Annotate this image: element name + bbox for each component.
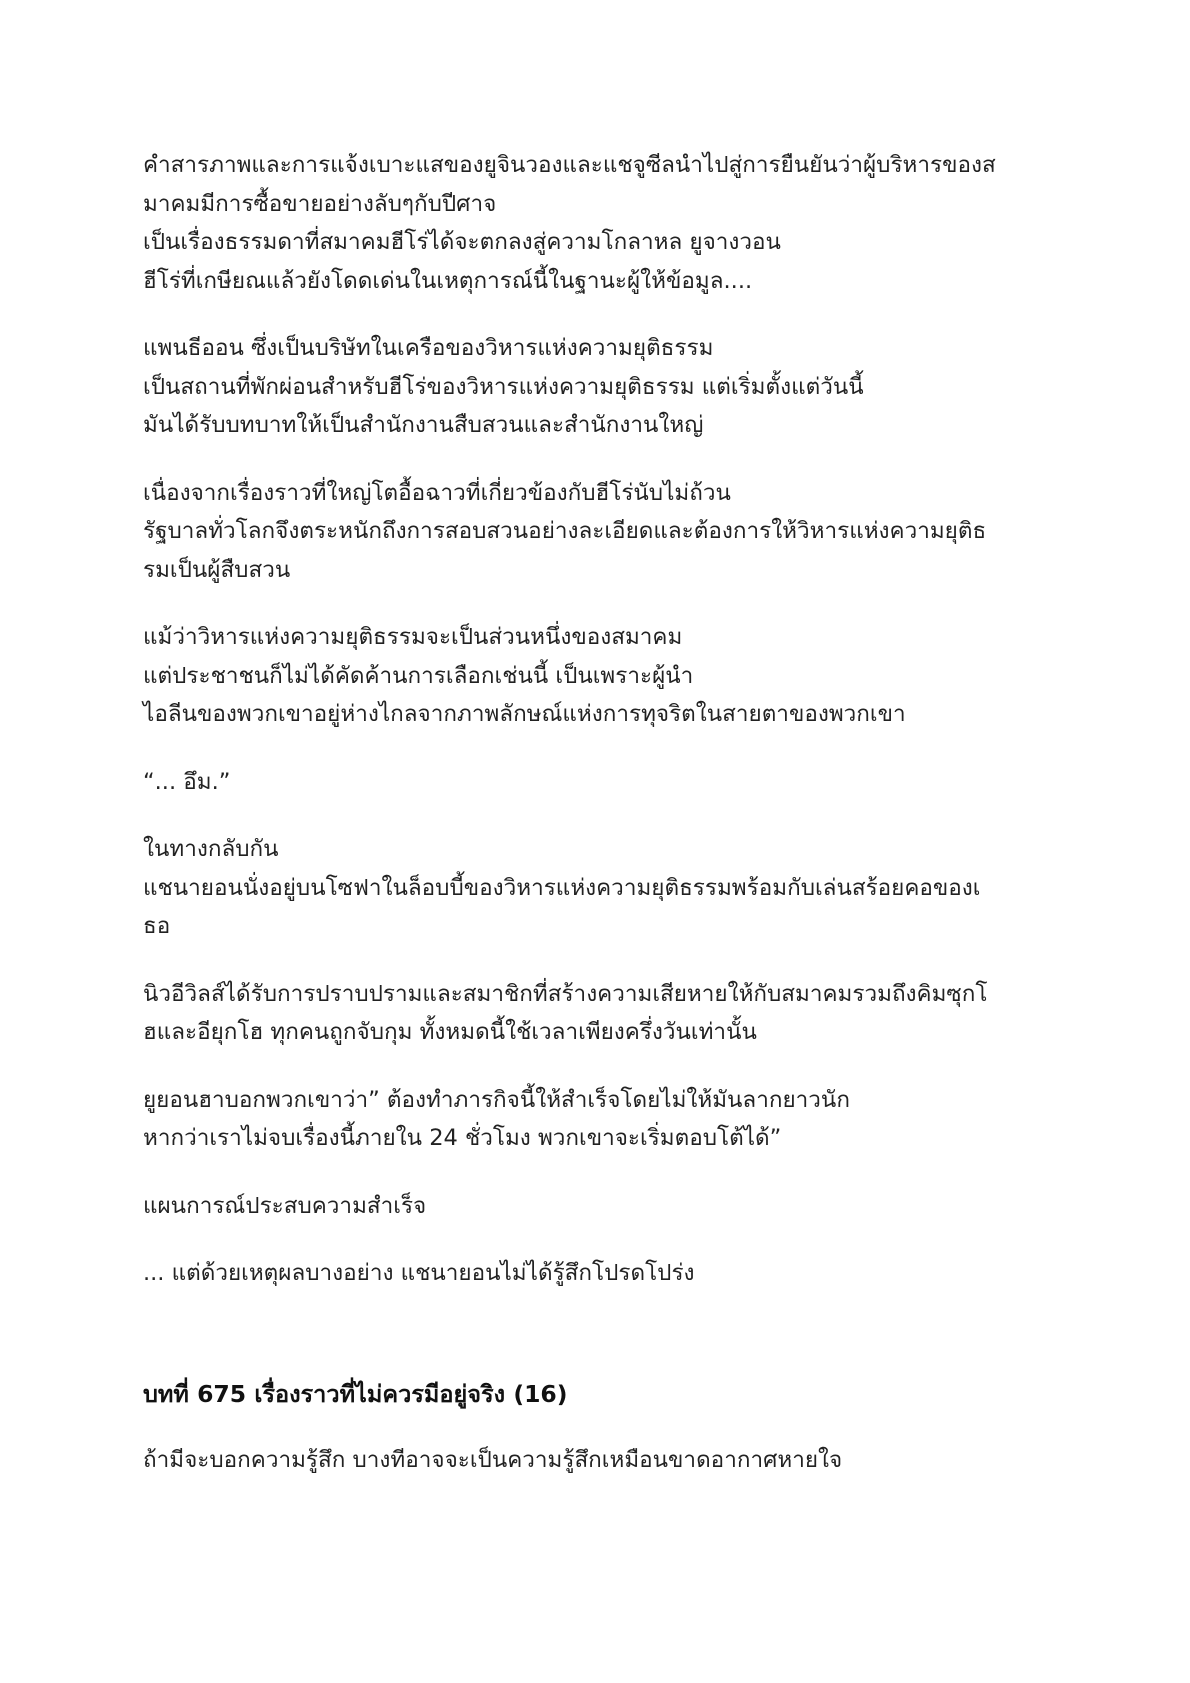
text-line: ฮและอียุกโฮ ทุกคนถูกจับกุม ทั้งหมดนี้ใช้เวลาเพียงครึ่งวันเท่านั้น: [143, 1019, 757, 1045]
document-body: [143, 146, 1053, 1322]
text-line: มันได้รับบทบาทให้เป็นสำนักงานสืบสวนและสำนักงานใหญ่: [143, 412, 704, 438]
paragraph: [143, 830, 1053, 946]
text-line: เป็นเรื่องธรรมดาที่สมาคมฮีโร่ได้จะตกลงสู่ความโกลาหล ยูจางวอน: [143, 229, 781, 255]
text-line: นิวอีวิลส์ได้รับการปราบปรามและสมาชิกที่สร้างความเสียหายให้กับสมาคมรวมถึงคิมซุกโ: [143, 980, 988, 1007]
text-line: แต่ประชาชนก็ไม่ได้คัดค้านการเลือกเช่นนี้ เป็นเพราะผู้นำ: [143, 662, 694, 689]
paragraph: [143, 975, 1053, 1052]
paragraph: [143, 474, 1053, 590]
text-line: แชนายอนนั่งอยู่บนโซฟาในล็อบบี้ของวิหารแห่งความยุติธรรมพร้อมกับเล่นสร้อยคอของเ: [143, 874, 981, 901]
text-line: หากว่าเราไม่จบเรื่องนี้ภายใน 24 ชั่วโมง พวกเขาจะเริ่มตอบโต้ได้”: [143, 1125, 782, 1151]
text-line: ฮีโร่ที่เกษียณแล้วยังโดดเด่นในเหตุการณ์นี้ในฐานะผู้ให้ข้อมูล....: [143, 267, 753, 294]
text-line: เป็นสถานที่พักผ่อนสำหรับฮีโร่ของวิหารแห่งความยุติธรรม แต่เริ่มตั้งแต่วันนี้: [143, 373, 864, 400]
chapter-first-paragraph: ถ้ามีจะบอกความรู้สึก บางทีอาจจะเป็นความรู้สึกเหมือนขาดอากาศหายใจ: [143, 1447, 843, 1473]
text-line: ยูยอนฮาบอกพวกเขาว่า” ต้องทำภารกิจนี้ให้สำเร็จโดยไม่ให้มันลากยาวนัก: [143, 1086, 850, 1113]
text-line: ธอ: [143, 913, 171, 939]
text-line: “... อึม.”: [143, 768, 231, 795]
text-line: คำสารภาพและการแจ้งเบาะแสของยูจินวองและแชจูซีลนำไปสู่การยืนยันว่าผู้บริหารของส: [143, 152, 996, 178]
text-line: แผนการณ์ประสบความสำเร็จ: [143, 1192, 427, 1219]
text-line: ... แต่ด้วยเหตุผลบางอย่าง แชนายอนไม่ได้รู้สึกโปรดโปร่ง: [143, 1260, 695, 1286]
text-line: แม้ว่าวิหารแห่งความยุติธรรมจะเป็นส่วนหนึ่งของสมาคม: [143, 624, 683, 650]
text-line: ในทางกลับกัน: [143, 836, 279, 862]
text-line: รมเป็นผู้สืบสวน: [143, 556, 291, 583]
paragraph: [143, 329, 1053, 445]
paragraph: [143, 1187, 1053, 1226]
paragraph: [143, 1254, 1053, 1293]
paragraph: [143, 618, 1053, 734]
paragraph: [143, 1081, 1053, 1158]
paragraph: [143, 763, 1053, 802]
paragraph: [143, 146, 1053, 300]
text-line: รัฐบาลทั่วโลกจึงตระหนักถึงการสอบสวนอย่างละเอียดและต้องการให้วิหารแห่งความยุติธ: [143, 518, 987, 544]
text-line: แพนธีออน ซึ่งเป็นบริษัทในเครือของวิหารแห่งความยุติธรรม: [143, 335, 714, 361]
text-line: เนื่องจากเรื่องราวที่ใหญ่โตอื้อฉาวที่เกี่ยวข้องกับฮีโร่นับไม่ถ้วน: [143, 479, 731, 506]
text-line: ไอลีนของพวกเขาอยู่ห่างไกลจากภาพลักษณ์แห่งการทุจริตในสายตาของพวกเขา: [143, 701, 906, 727]
chapter-heading: บทที่ 675 เรื่องราวที่ไม่ควรมีอยู่จริง (16): [143, 1380, 568, 1408]
text-line: มาคมมีการซื้อขายอย่างลับๆกับปีศาจ: [143, 190, 497, 217]
